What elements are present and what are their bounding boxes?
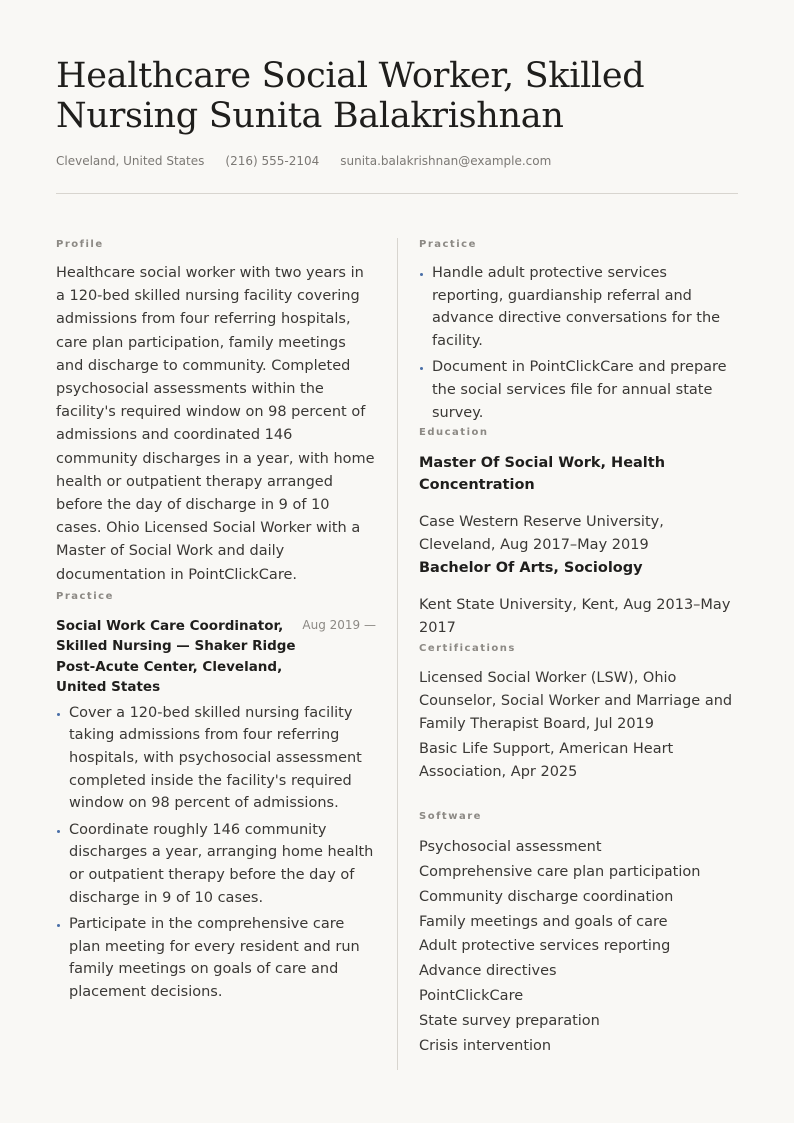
list-item: Community discharge coordination — [419, 888, 674, 905]
email: sunita.balakrishnan@example.com — [340, 154, 552, 168]
list-item: Crisis intervention — [419, 1037, 552, 1054]
left-column — [56, 238, 376, 1008]
candidate-name: Healthcare Social Worker, Skilled Nursing Sunita Balakrishnan — [56, 56, 645, 136]
list-item: Psychosocial assessment — [419, 839, 602, 856]
certification-list — [419, 667, 741, 784]
section-label-practice: Practice — [56, 590, 114, 602]
list-item: Advance directives — [419, 963, 557, 980]
section-label-profile: Profile — [56, 239, 104, 250]
job-date: Aug 2019 — — [302, 617, 376, 632]
list-item: Comprehensive care plan participation — [419, 863, 701, 880]
section-label-certifications: Certifications — [419, 643, 516, 655]
certifications-section — [419, 642, 741, 784]
list-item: Adult protective services reporting — [419, 938, 671, 955]
practice-section — [419, 238, 741, 424]
section-label-software: Software — [419, 811, 482, 823]
location: Cleveland, United States — [56, 154, 205, 168]
job-bullets — [56, 702, 376, 1004]
list-item: Document in PointClickCare and prepare the social services file for annual state survey. — [419, 356, 741, 424]
list-item: Coordinate roughly 146 community discharges a year, arranging home health or outpatient therapy before the day of discharge in 9 of 10 cases. — [56, 819, 376, 909]
profile-section — [56, 238, 376, 587]
right-column — [419, 238, 741, 1058]
list-item: State survey preparation — [419, 1012, 600, 1029]
header-divider — [56, 193, 738, 194]
practice-bullets — [419, 262, 741, 424]
list-item: PointClickCare — [419, 987, 524, 1004]
experience-section — [56, 590, 376, 1004]
school-detail: Case Western Reserve University, Cleveland, Aug 2017–May 2019 — [419, 514, 664, 554]
section-label-practice: Practice — [419, 239, 477, 250]
contact-line — [56, 154, 738, 168]
job-header — [56, 616, 376, 698]
list-item: Licensed Social Worker (LSW), Ohio Counselor, Social Worker and Marriage and Family Therapist Board, Jul 2019 — [419, 670, 733, 733]
software-list — [419, 835, 741, 1058]
column-divider — [397, 238, 398, 1070]
school-detail: Kent State University, Kent, Aug 2013–May 2017 — [419, 597, 731, 637]
list-item: Handle adult protective services reporting, guardianship referral and advance directive conversations for the facility. — [419, 262, 741, 352]
resume-header — [56, 56, 738, 194]
degree: Master Of Social Work, Health Concentration — [419, 455, 666, 494]
list-item: Participate in the comprehensive care plan meeting for every resident and run family meetings on goals of care and placement decisions. — [56, 913, 376, 1003]
job-title: Social Work Care Coordinator, Skilled Nursing — Shaker Ridge Post-Acute Center, Cleveland, United States — [56, 617, 296, 696]
list-item: Family meetings and goals of care — [419, 913, 668, 930]
section-label-education: Education — [419, 427, 489, 439]
software-section — [419, 810, 741, 1058]
education-item — [419, 452, 741, 557]
degree: Bachelor Of Arts, Sociology — [419, 560, 643, 577]
education-item — [419, 557, 741, 640]
list-item: Cover a 120-bed skilled nursing facility taking admissions from four referring hospitals, with psychosocial assessment completed inside the facility's required window on 98 percent of admissions. — [56, 702, 376, 815]
list-item: Basic Life Support, American Heart Association, Apr 2025 — [419, 741, 674, 781]
education-section — [419, 426, 741, 640]
profile-text: Healthcare social worker with two years in a 120-bed skilled nursing facility covering admissions from four referring hospitals, care plan participation, family meetings and discharge to community. Completed psychosocial assessments within the facility's required window on 98 percent of admissions and coordinated 146 community discharges in a year, with home health or outpatient therapy arranged before the day of discharge in 9 of 10 cases. Ohio Licensed Social Worker with a Master of Social Work and daily documentation in PointClickCare. — [56, 265, 375, 583]
phone: (216) 555-2104 — [225, 154, 320, 168]
